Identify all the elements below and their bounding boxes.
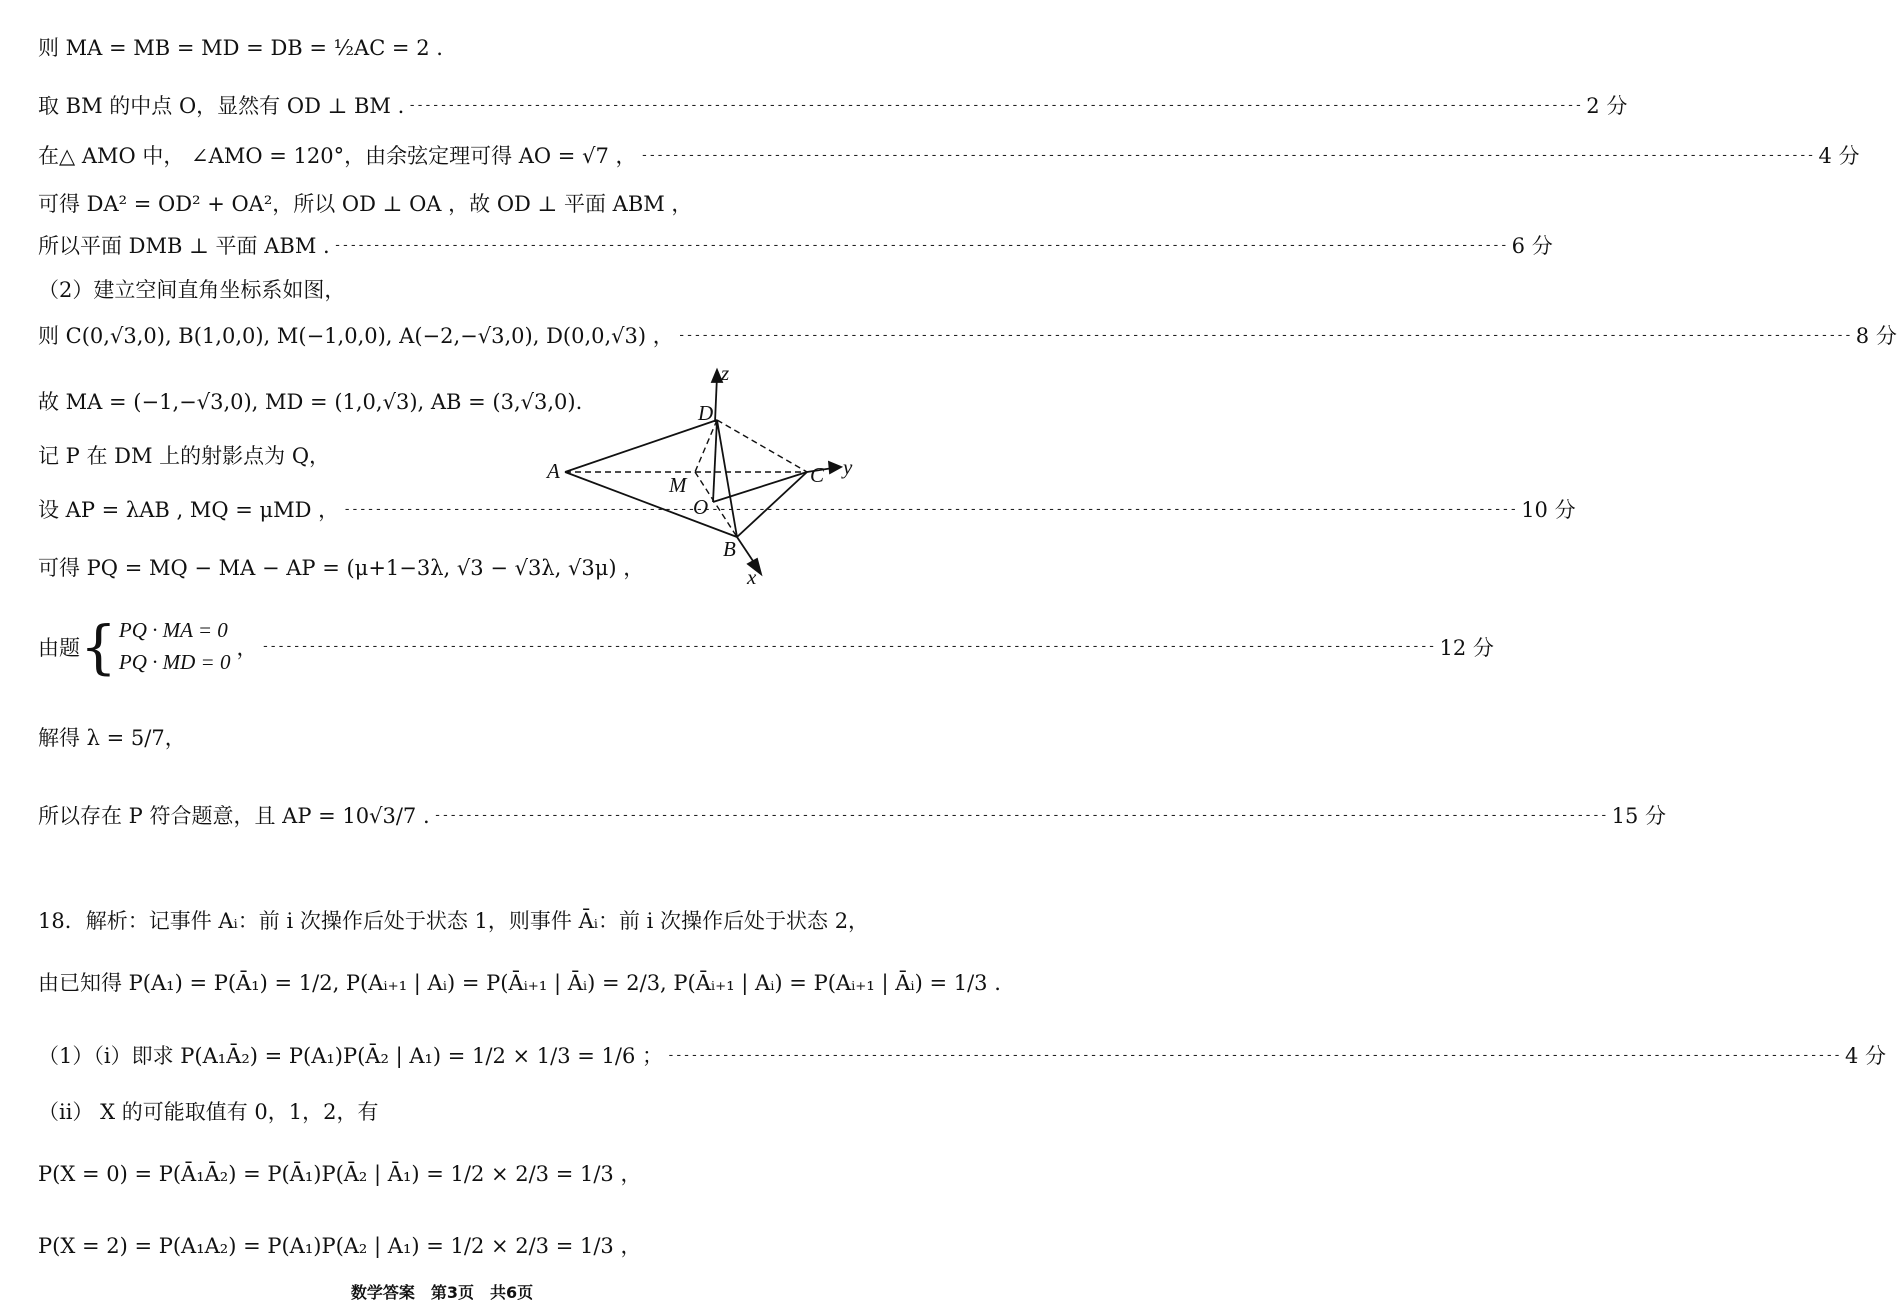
score-label: 2 分 [1586, 94, 1628, 118]
score-label: 15 分 [1611, 804, 1667, 828]
label-z: z [721, 361, 730, 385]
line-2-text: 取 BM 的中点 O，显然有 OD ⊥ BM . [38, 94, 405, 118]
dotted-leader [334, 238, 1508, 253]
line-5 [38, 230, 1553, 260]
line-18 [38, 1096, 860, 1126]
equation-2: PQ · MD = 0 [118, 649, 231, 674]
dashed-DM [695, 420, 717, 472]
dotted-leader [678, 328, 1852, 343]
line-13 [38, 722, 860, 752]
label-y: y [843, 455, 853, 479]
equation-stack [119, 615, 231, 678]
line-1 [38, 32, 860, 62]
coordinate-diagram [545, 362, 865, 592]
edge-DB [717, 420, 737, 537]
equation-1: PQ · MA = 0 [118, 618, 228, 642]
line-18-text: （ii） X 的可能取值有 0，1，2，有 [38, 1100, 379, 1124]
line-15-text: 18．解析：记事件 Aᵢ：前 i 次操作后处于状态 1，则事件 Āᵢ：前 i 次操作后处于状态 2， [38, 909, 870, 933]
line-6-text: （2）建立空间直角坐标系如图， [38, 278, 346, 302]
line-4-text: 可得 DA² = OD² + OA²，所以 OD ⊥ OA ，故 OD ⊥ 平面 ABM ， [38, 192, 693, 216]
label-x: x [747, 565, 757, 589]
score-label: 4 分 [1818, 144, 1860, 168]
line-11 [38, 552, 645, 582]
left-brace: { [80, 612, 117, 681]
line-3 [38, 140, 1860, 170]
edge-AD [565, 420, 717, 472]
line-17 [38, 1040, 1887, 1070]
label-A: A [547, 459, 560, 483]
line-16-text: 由已知得 P(A₁) = P(Ā₁) = 1/2, P(Aᵢ₊₁ | Aᵢ) = P(Āᵢ₊₁ | Āᵢ) = 2/3, P(Āᵢ₊₁ | Aᵢ) = P(Aᵢ₊₁ | Āᵢ) = 1/3 . [38, 971, 1001, 995]
line-10-text: 设 AP = λAB , MQ = μMD ， [38, 498, 340, 522]
line-12-prefix: 由题 [38, 635, 80, 660]
line-15 [38, 905, 870, 935]
score-label: 4 分 [1845, 1044, 1887, 1068]
equation-system [80, 612, 231, 681]
label-B: B [723, 537, 736, 561]
line-14-text: 所以存在 P 符合题意，且 AP = 10√3/7 . [38, 804, 430, 828]
line-8-text: 故 MA = (−1,−√3,0), MD = (1,0,√3), AB = (3,√3,0). [38, 390, 583, 414]
line-2 [38, 90, 1628, 120]
line-1-text: 则 MA = MB = MD = DB = ½AC = 2 . [38, 36, 443, 60]
dotted-leader [667, 1048, 1841, 1063]
y-arrow [829, 462, 841, 473]
line-16 [38, 967, 1001, 997]
line-20-text: P(X = 2) = P(A₁A₂) = P(A₁)P(A₂ | A₁) = 1/2 × 2/3 = 1/3 ， [38, 1234, 642, 1258]
line-9 [38, 440, 524, 470]
line-7-text: 则 C(0,√3,0), B(1,0,0), M(−1,0,0), A(−2,−√3,0), D(0,0,√3) ， [38, 324, 674, 348]
dashed-DC [717, 420, 807, 472]
dotted-leader [641, 148, 1815, 163]
line-8 [38, 386, 583, 416]
score-label: 6 分 [1511, 234, 1553, 258]
line-19-text: P(X = 0) = P(Ā₁Ā₂) = P(Ā₁)P(Ā₂ | Ā₁) = 1/2 × 2/3 = 1/3 ， [38, 1162, 642, 1186]
line-17-text: （1）（i）即求 P(A₁Ā₂) = P(A₁)P(Ā₂ | A₁) = 1/2 × 1/3 = 1/6 ； [38, 1044, 663, 1068]
label-M: M [669, 473, 687, 497]
edge-AB [565, 472, 737, 537]
score-label: 10 分 [1521, 498, 1576, 522]
label-D: D [698, 401, 714, 425]
line-5-text: 所以平面 DMB ⊥ 平面 ABM . [38, 234, 330, 258]
dotted-leader [343, 502, 1517, 517]
line-6 [38, 274, 860, 304]
line-19 [38, 1158, 860, 1188]
line-3-text: 在△ AMO 中， ∠AMO = 120°，由余弦定理可得 AO = √7 ， [38, 144, 637, 168]
label-C: C [810, 463, 825, 487]
line-14 [38, 800, 1667, 830]
line-9-text: 记 P 在 DM 上的射影点为 Q， [38, 444, 331, 468]
edge-CB [737, 472, 807, 537]
score-label: 8 分 [1855, 324, 1897, 348]
line-20 [38, 1230, 860, 1260]
dotted-leader [261, 639, 1435, 654]
dotted-leader [434, 808, 1608, 823]
line-12: 由题 { PQ · MA = 0 PQ · MD = 0 ， ----- 12 分 [38, 615, 860, 678]
dotted-leader [408, 98, 1582, 113]
line-11-text: 可得 PQ = MQ − MA − AP = (μ+1−3λ, √3 − √3λ, √3μ) ， [38, 556, 645, 580]
line-4 [38, 188, 860, 218]
page-footer: 数学答案 第3页 共6页 [350, 1283, 534, 1302]
label-O: O [693, 495, 709, 519]
edge-DO [713, 420, 717, 502]
score-label: 12 分 [1439, 635, 1494, 660]
line-13-text: 解得 λ = 5/7， [38, 726, 186, 750]
line-10 [38, 494, 1576, 524]
line-7 [38, 320, 1897, 350]
